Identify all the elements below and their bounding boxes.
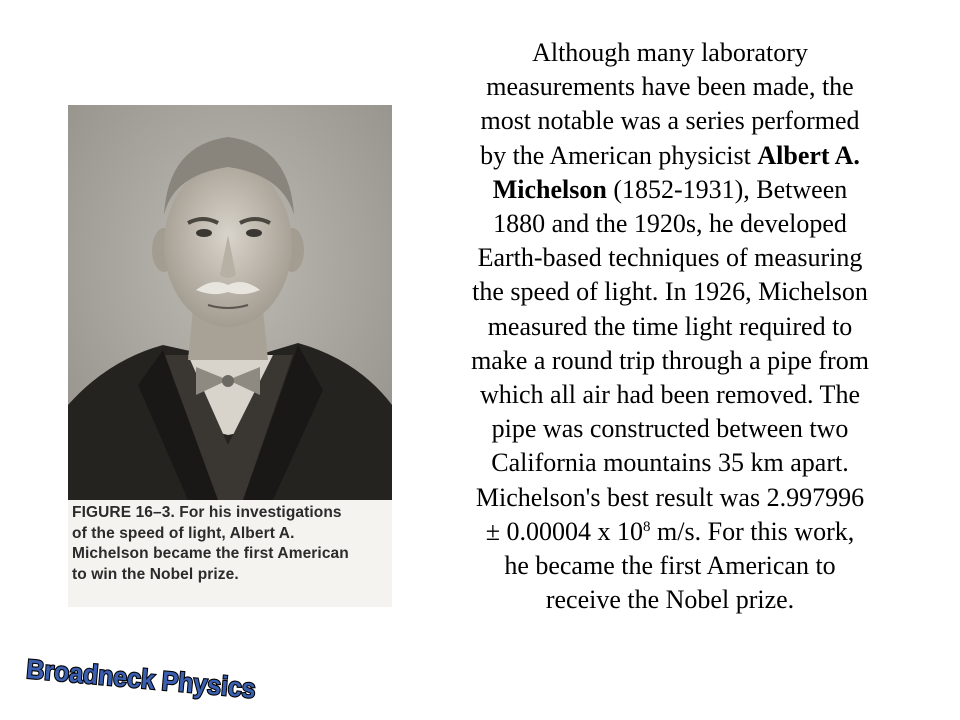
paragraph-line: Earth-based techniques of measuring — [477, 243, 863, 273]
caption-line: to win the Nobel prize. — [72, 565, 239, 583]
caption-line: of the speed of light, Albert A. — [72, 524, 295, 542]
paragraph-line: most notable was a series performed — [480, 106, 860, 136]
caption-line: Michelson became the first American — [72, 545, 349, 562]
paragraph-line: which all air had been removed. The — [480, 380, 860, 410]
figure-caption — [72, 503, 390, 585]
broadneck-physics-logo — [22, 650, 262, 710]
paragraph-line — [415, 173, 925, 207]
figure-card — [68, 105, 392, 607]
text-run: (1852-1931), Between — [606, 174, 848, 204]
paragraph-line: receive the Nobel prize. — [545, 585, 795, 615]
paragraph-line: 1880 and the 1920s, he developed — [493, 209, 847, 239]
scientist-name: Albert A. — [757, 140, 860, 170]
scientist-name: Michelson — [492, 174, 607, 204]
logo-text: Broadneck Physics — [25, 653, 262, 706]
paragraph-line: Michelson's best result was 2.997996 — [475, 482, 865, 512]
paragraph-line: Although many laboratory — [532, 38, 808, 67]
paragraph-line: the speed of light. In 1926, Michelson — [472, 277, 868, 307]
paragraph-line — [415, 139, 925, 173]
caption-line: FIGURE 16–3. For his investigations — [72, 504, 342, 521]
text-run: m/s. For this work, — [650, 516, 855, 546]
main-paragraph — [415, 36, 925, 617]
paragraph-line: he became the first American to — [504, 551, 836, 581]
text-run: ± 0.00004 x 10 — [485, 516, 644, 546]
paragraph-line: make a round trip through a pipe from — [471, 345, 869, 375]
paragraph-line: measurements have been made, the — [486, 72, 854, 102]
paragraph-line — [415, 515, 925, 549]
paragraph-line: California mountains 35 km apart. — [491, 448, 849, 478]
text-run: by the American physicist — [480, 140, 758, 170]
exponent: 8 — [643, 518, 651, 535]
paragraph-line: pipe was constructed between two — [491, 414, 849, 444]
paragraph-line: measured the time light required to — [487, 311, 853, 341]
michelson-portrait — [68, 105, 392, 500]
